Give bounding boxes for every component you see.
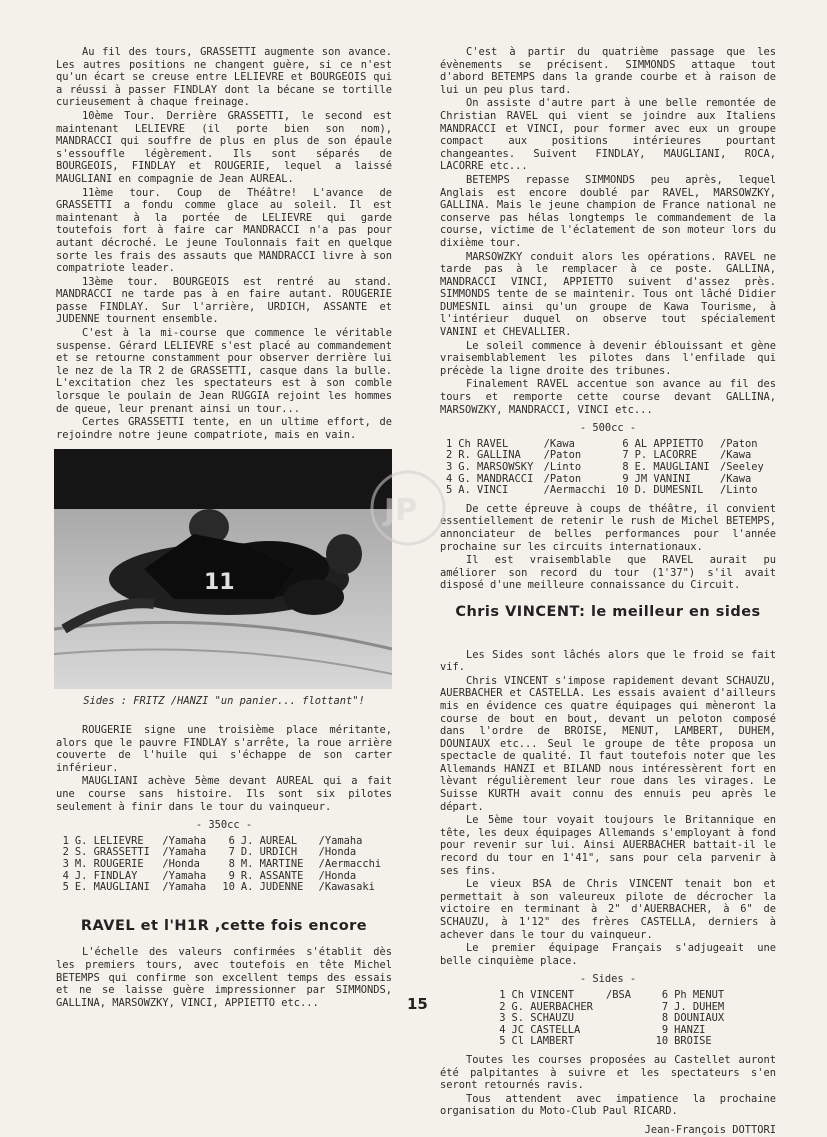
page-number: 15 — [407, 995, 428, 1013]
paragraph: C'est à partir du quatrième passage que les évènements se précisent. SIMMONDS attaque tout d'abord BETEMPS dans la grande courbe et à raison de lui un peu plus tard. — [440, 46, 776, 96]
results-sides-title: - Sides - — [579, 973, 637, 986]
rider-name: Ch VINCENT — [511, 988, 575, 1001]
paragraph: C'est à la mi-course que commence le véritable suspense. Gérard LELIEVRE s'est placé au commandement et se retourne constamment pour observer derrière lui le nez de la TR 2 de GRASSETTI, casque dans la bulle. L'excitation chez les spectateurs est à son comble lorsque le poulain de Jean RUGGIA rejoint les hommes de queue, leur prenant ainsi un tour... — [56, 327, 392, 415]
rider-name: Cl LAMBERT — [511, 1035, 575, 1048]
machine: /Paton — [543, 449, 582, 462]
position: 3 — [499, 1012, 506, 1025]
paragraph: 11ème tour. Coup de Théâtre! L'avance de GRASSETTI a fondu comme glace au soleil. Il est maintenant à la portée de LELIEVRE qui garde toutefois fort à faire car MANDRACCI n'a pas pour autant décroché. Le jeune Toulonnais fait en quelque sorte les frais des assauts que MANDRACCI livre à son compatriote leader. — [56, 186, 392, 275]
results-row — [60, 882, 392, 894]
position: 8 — [622, 461, 629, 473]
position: 9 — [622, 472, 629, 485]
results-350-table — [60, 836, 392, 894]
position: 6 — [622, 437, 629, 450]
rider-name: Ph MENUT — [674, 988, 725, 1001]
machine — [746, 1036, 776, 1048]
rider-name: D. DUMESNIL — [634, 484, 704, 497]
rider-name: G. LELIEVRE — [74, 834, 144, 847]
position: 2 — [62, 846, 69, 859]
paragraph: Chris VINCENT s'impose rapidement devant SCHAUZU, AUERBACHER et CASTELLA. Les essais avaient d'ailleurs mis en évidence ces quatre équipages qui mèneront la course de bout en bout, devant un peloton composé dans l'ordre de BROISE, MENUT, LAMBERT, DUHEM, DOUNIAUX etc... Seul le groupe de tête proposa un spectacle de qualité. Il faut toutefois noter que les Allemands HANZI et BILAND nous intéressèrent fort en lèvant régulièrement leur roue dans les virages. Le Suisse KURTH avait connu des ennuis peu après le départ. — [440, 674, 776, 813]
rider-name: D. URDICH — [240, 846, 298, 859]
rider-name: M. ROUGERIE — [74, 857, 144, 870]
machine: /Linto — [719, 484, 758, 497]
results-row — [496, 1013, 776, 1025]
rider-name: AL APPIETTO — [634, 437, 704, 450]
position: 5 — [499, 1035, 506, 1048]
paragraph: 13ème tour. BOURGEOIS est rentré au stand. MANDRACCI ne tarde pas à en faire autant. ROUGERIE passe FINDLAY. Sur l'arrière, URDICH, ASSANTE et JUDENNE tournent ensemble. — [56, 275, 392, 326]
machine: /Linto — [543, 461, 582, 473]
position: 10 — [222, 881, 235, 894]
results-row — [444, 485, 776, 497]
results-row — [496, 990, 776, 1002]
machine: /Kawa — [719, 449, 752, 462]
machine: /BSA — [605, 988, 631, 1001]
rider-name: J. DUHEM — [674, 1000, 725, 1013]
machine: /Honda — [162, 857, 200, 870]
rider-name: G. MARSOWSKY — [458, 461, 534, 473]
position: 10 — [616, 484, 629, 497]
svg-text:11: 11 — [204, 570, 235, 596]
paragraph: Les Sides sont lâchés alors que le froid se fait vif. — [440, 648, 776, 674]
results-sides-table — [496, 990, 776, 1048]
paragraph: De cette épreuve à coups de théâtre, il convient essentiellement de retenir le rush de Michel BETEMPS, annonciateur de belles performances pour l'année prochaine sur les circuits internationaux. — [440, 502, 776, 553]
machine — [746, 1025, 776, 1037]
paragraph: Finalement RAVEL accentue son avance au fil des tours et remporte cette course devant GALLINA, MARSOWZKY, MANDRACCI, VINCI etc... — [440, 378, 776, 416]
machine: /Kawa — [543, 437, 575, 450]
rider-name: Ch RAVEL — [458, 437, 509, 450]
rider-name: A. JUDENNE — [240, 881, 304, 894]
machine — [746, 1002, 776, 1014]
paragraph: Le soleil commence à devenir éblouissant et gène vraisemblablement les pilotes dans l'enfilade qui précède la ligne droite des tribunes. — [440, 339, 776, 377]
machine: /Paton — [543, 472, 582, 485]
rider-name: HANZI — [674, 1023, 706, 1036]
machine — [606, 1013, 654, 1025]
paragraph: ROUGERIE signe une troisième place méritante, alors que le pauvre FINDLAY s'arrête, la roue arrière couverte de l'huile qui s'échappe de son carter inférieur. — [56, 724, 392, 774]
results-350-title: - 350cc - — [195, 819, 253, 832]
position: 1 — [445, 437, 453, 450]
rider-name: M. MARTINE — [240, 857, 304, 870]
rider-name: DOUNIAUX — [674, 1012, 725, 1025]
machine: /Yamaha — [162, 834, 207, 847]
author-signature: Jean-François DOTTORI — [644, 1123, 776, 1136]
position: 9 — [228, 869, 235, 882]
paragraph: Le 5ème tour voyait toujours le Britannique en tête, les deux équipages Allemands s'employant à fond pour revenir sur lui. Ainsi AUERBACHER battait-il le record du tour en 1'41", sans pour cela parvenir à ses fins. — [440, 814, 776, 877]
rider-name: JM VANINI — [634, 472, 691, 485]
machine: /Kawasaki — [318, 881, 375, 894]
section-heading-ravel: RAVEL et l'H1R ,cette fois encore — [80, 917, 368, 934]
section-heading-vincent: Chris VINCENT: le meilleur en sides — [455, 603, 761, 620]
position: 3 — [62, 857, 69, 870]
position: 6 — [661, 988, 669, 1001]
paragraph: Le vieux BSA de Chris VINCENT tenait bon et permettait à son valeureux pilote de décrocher la victoire en terminant à 2" d'AUERBACHER, à 6" de SCHAUZU, à 1'12" des frères CASTELLA, derniers à achever dans le tour du vainqueur. — [440, 878, 776, 941]
position: 5 — [62, 881, 69, 894]
position: 8 — [661, 1012, 669, 1025]
position: 8 — [228, 857, 235, 870]
position: 4 — [62, 869, 69, 882]
rider-name: A. VINCI — [458, 484, 509, 497]
paragraph: MAUGLIANI achève 5ème devant AUREAL qui a fait une course sans histoire. Ils sont six pilotes seulement à finir dans le tour du vainqueur. — [56, 775, 392, 813]
paragraph: Tous attendent avec impatience la prochaine organisation du Moto-Club Paul RICARD. — [440, 1092, 776, 1118]
machine: /Honda — [318, 869, 357, 882]
results-row — [496, 1036, 776, 1048]
position: 4 — [499, 1023, 506, 1036]
results-row — [60, 859, 392, 871]
paragraph: 10ème Tour. Derrière GRASSETTI, le second est maintenant LELIEVRE (il porte bien son nom), MANDRACCI qui souffre de plus en plus de son épaule s'essouffle légèrement. Ils sont séparés de BOURGEOIS, FINDLAY et ROUGERIE, lequel a laissé MAUGLIANI en compagnie de Jean AUREAL. — [56, 109, 392, 185]
position: 1 — [499, 988, 506, 1001]
rider-name: P. LACORRE — [634, 449, 698, 462]
position: 7 — [228, 846, 235, 859]
rider-name: S. SCHAUZU — [511, 1012, 575, 1025]
paragraph: Certes GRASSETTI tente, en un ultime effort, de rejoindre notre jeune compatriote, mais en vain. — [56, 416, 392, 441]
machine: /Yamaha — [162, 869, 207, 882]
machine: /Yamaha — [318, 834, 363, 847]
position: 10 — [655, 1035, 669, 1048]
paragraph: Toutes les courses proposées au Castellet auront été palpitantes à suivre et les spectateurs s'en seront retournés ravis. — [440, 1053, 776, 1092]
rider-name: J. FINDLAY — [74, 869, 138, 882]
rider-name: E. MAUGLIANI — [74, 881, 150, 894]
machine — [606, 1036, 654, 1048]
position: 6 — [228, 834, 235, 847]
results-row — [444, 462, 776, 474]
machine: /Yamaha — [162, 881, 207, 894]
position: 1 — [62, 834, 69, 847]
machine: /Seeley — [719, 461, 764, 473]
position: 7 — [661, 1000, 669, 1013]
rider-name: BROISE — [674, 1035, 712, 1048]
left-paragraphs-top — [56, 46, 392, 441]
machine: /Paton — [719, 437, 758, 450]
rider-name: G. MANDRACCI — [458, 472, 534, 485]
rider-name: J. AUREAL — [240, 834, 298, 847]
position: 3 — [445, 461, 453, 473]
paragraph: Au fil des tours, GRASSETTI augmente son avance. Les autres positions ne changent guère, si ce n'est qu'un écart se creuse entre LELIEVRE et BOURGEOIS qui a réussi à passer FINDLAY dont la bécane se tortille curieusement à chaque freinage. — [56, 46, 392, 109]
machine: /Kawa — [719, 472, 752, 485]
position: 7 — [622, 449, 629, 462]
machine: /Yamaha — [162, 846, 207, 859]
position: 5 — [445, 484, 453, 497]
rider-name: E. MAUGLIANI — [634, 461, 710, 473]
machine — [746, 990, 776, 1002]
rider-name: G. AUERBACHER — [511, 1000, 593, 1013]
left-column — [56, 46, 392, 1010]
machine — [606, 1002, 654, 1014]
paragraph: L'échelle des valeurs confirmées s'établit dès les premiers tours, avec toutefois en tête Michel BETEMPS qui confirme son excellent temps des essais et ne se laisse guère impressionner par SIMMONDS, GALLINA, MARSOWZKY, VINCI, APPIETTO etc... — [56, 946, 392, 1009]
rider-name: R. GALLINA — [458, 449, 521, 462]
rider-name: JC CASTELLA — [511, 1023, 581, 1036]
jp-watermark-logo — [366, 468, 450, 548]
position: 2 — [445, 449, 453, 462]
results-500-table — [444, 439, 776, 497]
sidecar-race-photo — [54, 449, 392, 689]
machine: /Aermacchi — [318, 857, 382, 870]
machine: /Honda — [318, 846, 357, 859]
position: 4 — [445, 472, 453, 485]
paragraph: On assiste d'autre part à une belle remontée de Christian RAVEL qui vient se joindre aux Italiens MANDRACCI et VINCI, pour former avec eux un groupe compact aux positions intérieures pourtant changeantes. Suivent FINDLAY, MAUGLIANI, ROCA, LACORRE etc... — [440, 97, 776, 173]
paragraph: Le premier équipage Français s'adjugeait une belle cinquième place. — [440, 942, 776, 967]
paragraph: MARSOWZKY conduit alors les opérations. RAVEL ne tarde pas à le remplacer à ce poste. GALLINA, MANDRACCI VINCI, APPIETTO suivent d'assez près. SIMMONDS tente de se maintenir. Tous ont lâché Didier DUMESNIL ainsi qu'un groupe de Kawa Tourisme, à l'intérieur duquel on observe tout spécialement VANINI et CHEVALLIER. — [440, 250, 776, 339]
sidecar-photo-illustration — [54, 449, 392, 689]
machine — [746, 1013, 776, 1025]
right-column — [440, 46, 776, 1137]
machine: /Aermacchi — [543, 484, 607, 497]
rider-name: R. ASSANTE — [240, 869, 304, 882]
position: 9 — [661, 1023, 669, 1036]
paragraph: BETEMPS repasse SIMMONDS peu après, lequel Anglais est encore doublé par RAVEL, MARSOWZKY, GALLINA. Mais le jeune champion de France national ne conserve pas hélas longtemps le commandement de la course, victime de l'éclatement de son moteur lors du dixième tour. — [440, 173, 776, 249]
results-500-title: - 500cc - — [579, 422, 637, 435]
photo-caption: Sides : FRITZ /HANZI "un panier... flottant"! — [83, 695, 365, 708]
position: 2 — [499, 1000, 506, 1013]
watermark-text: JP — [384, 493, 418, 528]
paragraph: Il est vraisemblable que RAVEL aurait pu améliorer son record du tour (1'37") s'il avait disposé d'une meilleure connaissance du Circuit. — [440, 554, 776, 592]
rider-name: S. GRASSETTI — [74, 846, 150, 859]
machine — [606, 1025, 654, 1037]
